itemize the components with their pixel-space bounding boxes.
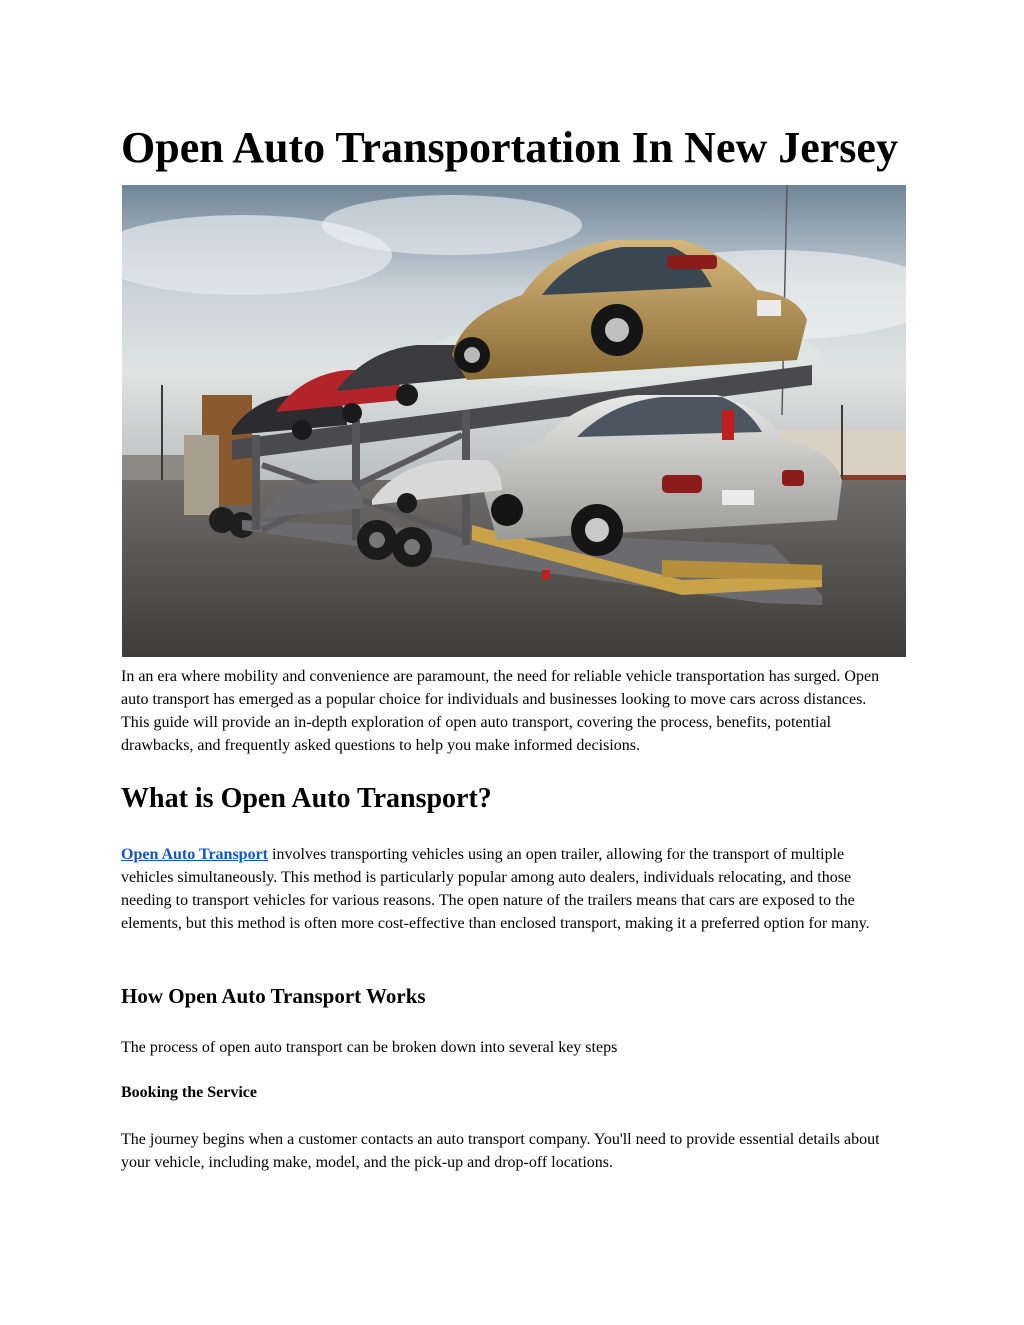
section-heading-how: How Open Auto Transport Works [121,984,426,1008]
how-paragraph: The process of open auto transport can be broken down into several key steps [121,1039,618,1056]
intro-paragraph: In an era where mobility and convenience are paramount, the need for reliable vehicle transportation has surged. Open auto transport has emerged as a popular choice for individuals and businesses looking to move cars across distances. This guide will provide an in-depth exploration of open auto transport, covering the process, benefits, potential drawbacks, and frequently asked questions to help you make informed decisions. [121,668,880,754]
section-heading-booking: Booking the Service [121,1084,257,1101]
page-title: Open Auto Transportation In New Jersey [121,123,898,172]
section-heading-what: What is Open Auto Transport? [121,783,492,814]
hero-image [122,185,906,657]
car-carrier-truck-photo-icon [122,185,906,657]
what-paragraph-text: involves transporting vehicles using an open trailer, allowing for the transport of multiple vehicles simultaneously. This method is particularly popular among auto dealers, individuals relocating, and those needing to transport vehicles for various reasons. The open nature of the trailers means that cars are exposed to the elements, but this method is often more cost-effective than enclosed transport, making it a preferred option for many. [121,846,870,932]
open-auto-transport-link[interactable]: Open Auto Transport [121,846,268,863]
booking-paragraph: The journey begins when a customer contacts an auto transport company. You'll need to provide essential details about your vehicle, including make, model, and the pick-up and drop-off locations. [121,1131,880,1171]
what-paragraph [121,843,896,935]
